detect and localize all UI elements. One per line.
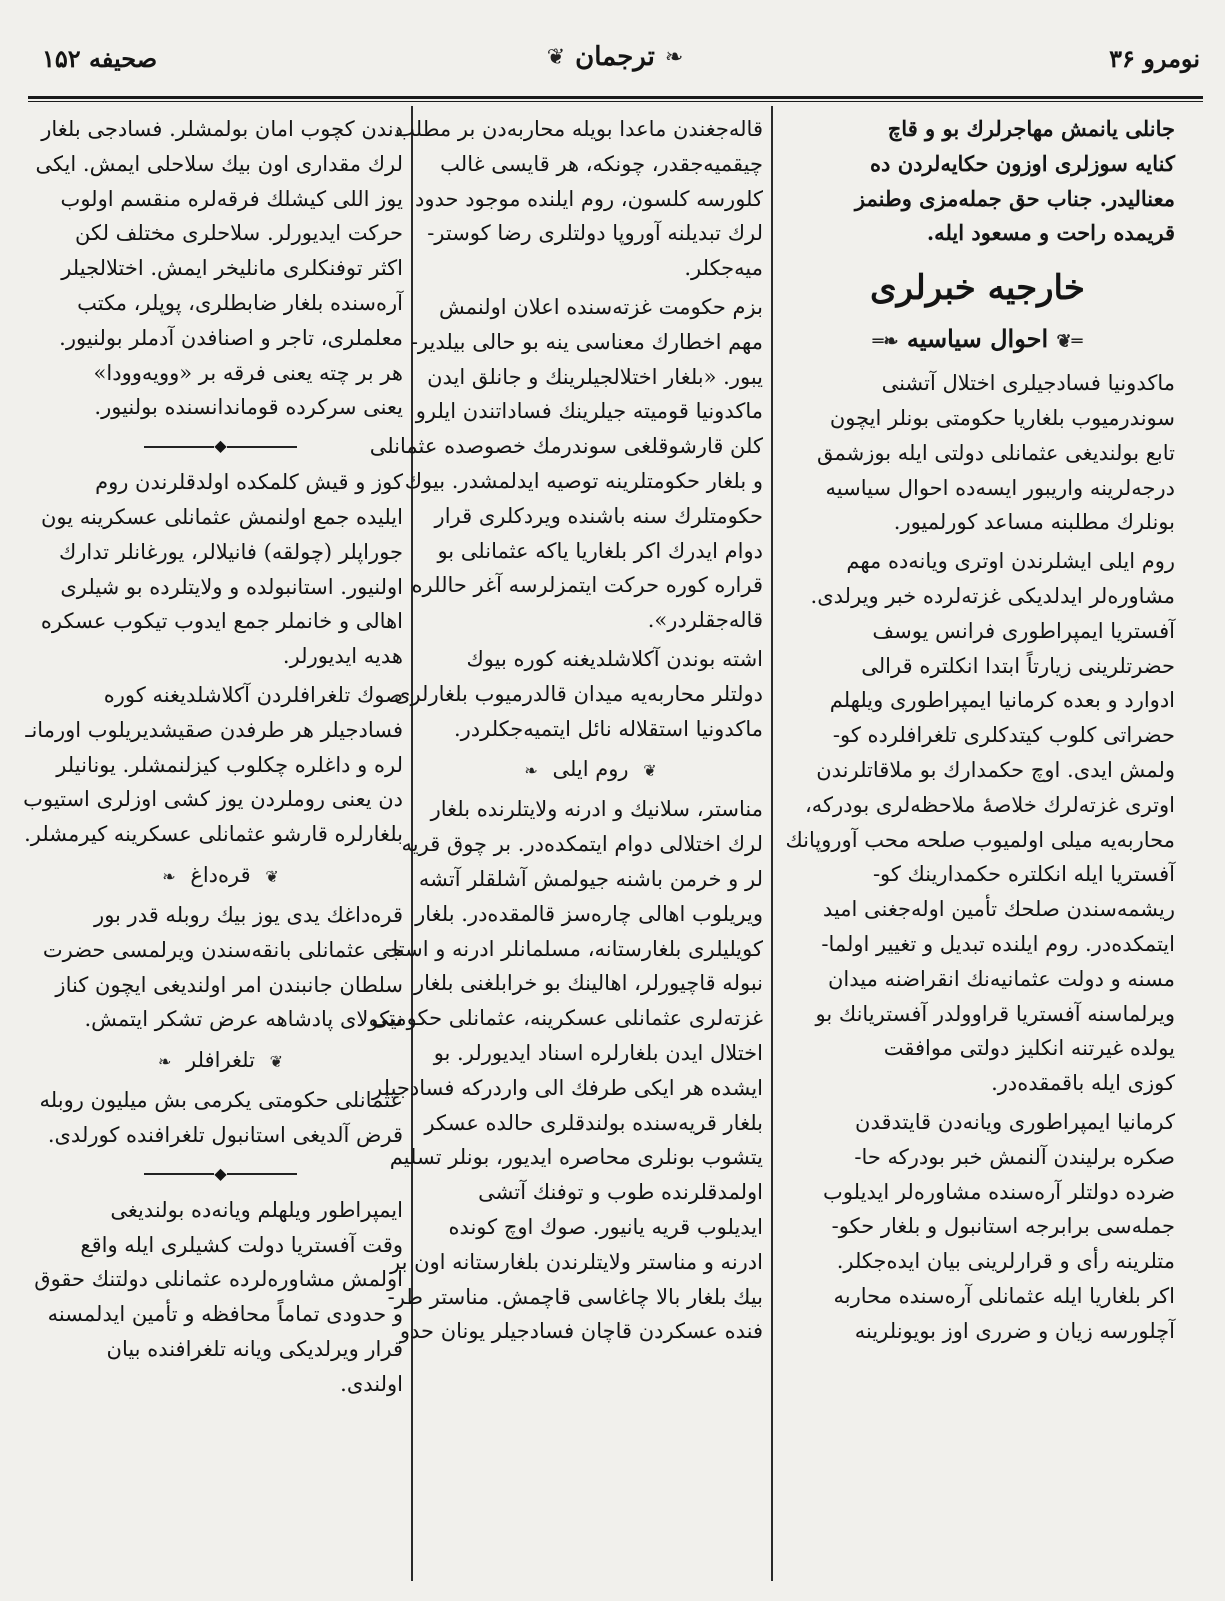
text-line: تابع بولندیغی عثمانلی دولتی ایله بوزشمق [817, 440, 1175, 465]
text-line: ماكدونیا قومیته جیلرینك فساداتندن ایلرو [415, 399, 763, 424]
column-right [780, 112, 1175, 1582]
text-line: لرك تبدیلنه آورو‌پا دولتلری رضا كوستر- [427, 221, 763, 246]
text-line: نبوله قاچیورلر، اهالینك بو خرابلغنی بلغار [414, 971, 763, 996]
text-line: مهم اخطارك معناسی ینه بو حالی بیلدیر- [410, 329, 763, 354]
sub-heading-text: احوال سیاسیه [906, 324, 1049, 354]
text-line: میه‌جكلر. [684, 256, 763, 281]
text-line: جوراپلر (چولقه) فانیلالر، یورغانلر تدارك [58, 539, 403, 564]
ornament-icon: ❦ [265, 866, 279, 886]
text-line: حركت ایدیورلر. سلاحلری مختلف لكن [75, 221, 403, 246]
text-line: حكومتلرك سنه باشنده ویردكلری قرار [434, 503, 763, 528]
text-line: دولتلر محاربه‌یه میدان قالدرمیوب بلغارلری [394, 681, 763, 706]
ornament-icon: ❧ [162, 866, 176, 886]
text-line: درجه‌لرینه واریبور ایسه‌ده احوال سیاسیه [825, 475, 1175, 500]
article-paragraph [38, 898, 403, 1037]
text-line: كلن قارشوقلغی سوندرمك خصوصده عثمانلی [369, 434, 763, 459]
text-line: هر بر چته یعنی فرقه بر «وویه‌وودا» [93, 360, 403, 385]
text-line: مناستر، سلانیك و ادرنه ولایتلرنده بلغار [430, 797, 763, 822]
ornament-icon: ❧ [157, 1052, 172, 1072]
text-line: معنالیدر. جناب حق جمله‌مزی وطنمز [854, 185, 1175, 211]
separator [38, 1157, 403, 1191]
page-number: صحیفه ۱۵۲ [42, 44, 158, 73]
page-header [30, 40, 1200, 92]
text-line: جانلی یانمش مهاجرلرك بو و قاچ [887, 116, 1175, 141]
text-line: سوندرمیوب بلغاریا حكومتی بونلر ایچون [829, 405, 1175, 430]
ornament-icon: ❦ [643, 761, 657, 781]
text-line: اكر بلغاریا ایله عثمانلی آره‌سنده محاربه [833, 1283, 1175, 1308]
section-sub-heading [780, 319, 1175, 362]
text-line: كوز و قیش كلمكده اولدقلرندن روم [95, 470, 403, 495]
text-line: عثمانلی حكومتی یكرمی بش میلیون روبله [39, 1088, 403, 1113]
text-line: اولمدقلرنده طوب و توفنك آتشی [478, 1180, 763, 1205]
text-line: لرك مقداری اون بیك سلاحلی ایمش. ایكی [35, 151, 403, 176]
text-line: آره‌سنده بلغار ضابطلری، پوپلر، مكتب [77, 290, 403, 315]
text-line: ایلیده جمع اولنمش عثمانلی عسكرینه یون [40, 504, 403, 529]
text-line: دوام ایدرك اكر بلغاریا یاكه عثمانلی بو [437, 538, 763, 563]
text-line: صكره برلیندن آلنمش خبر بودركه حا- [854, 1144, 1175, 1169]
column-divider [771, 106, 773, 1581]
text-line: ادرنه و مناستر ولایتلرندن بلغارستانه اون بر [390, 1249, 763, 1274]
ornament-icon: ❧═ [872, 331, 899, 353]
section-heading [38, 856, 403, 896]
text-line: محاربه‌یه میلی اولمیوب صلحه محب آورو‌پانك [785, 827, 1175, 852]
text-line: ایمپراطور ویلهلم ویانه‌ده بولندیغی [110, 1197, 403, 1222]
text-line: ایشده هر ایكی طرفك الی واردركه فسادجیلر [372, 1075, 763, 1100]
text-line: اكثر توفنكلری مانلیخر ایمش. اختلالجیلر [61, 256, 403, 281]
section-heading [38, 1041, 403, 1081]
text-line: چیقمیه‌جقدر، چونكه، هر قایسی غالب [440, 151, 763, 176]
text-line: اشته بوندن آكلاشلدیغنه كوره بیوك [466, 646, 763, 671]
text-line: ایدیلوب قریه یانیور. صوك اوچ كونده [448, 1214, 763, 1239]
column-left [23, 112, 403, 1582]
text-line: ادوارد و بعده كرمانیا ایمپراطوری ویلهلم [829, 688, 1175, 713]
text-line: لرك اختلالی دوام ایتمكده‌در. بر چوق قریه [401, 832, 763, 857]
section-heading-text: تلغرافلر [186, 1048, 255, 1073]
text-line: قاله‌جغندن ماعدا بویله محاربه‌دن بر مطلب [395, 117, 763, 141]
text-line: بزم حكومت غزته‌سنده اعلان اولنمش [438, 294, 763, 319]
text-line: آفستریا ایله انكلتره حكمدارینك كو- [872, 862, 1175, 887]
text-line: كوزی ایله باقمقده‌در. [991, 1071, 1175, 1096]
text-line: قرار ویرلدیكی ویانه تلغرافنده بیان [106, 1336, 403, 1361]
text-line: كرمانیا ایمپراطوری ویانه‌دن قایتدقدن [855, 1109, 1175, 1134]
diamond-icon: ◆ [214, 1163, 227, 1183]
text-line: قاله‌جقلردر». [647, 608, 763, 633]
text-line: ویریلوب اهالی چاره‌سز قالمقده‌در. بلغار [415, 901, 763, 926]
header-rule-thin [28, 101, 1203, 102]
text-line: نیكولای پادشاهه عرض تشكر ایتمش. [84, 1007, 403, 1032]
text-line: ماكدونیا استقلاله نائل ایتمیه‌جكلردر. [453, 716, 763, 741]
ornament-icon: ❦ [269, 1052, 284, 1072]
diamond-icon: ◆ [214, 436, 227, 456]
intro-paragraph [780, 112, 1175, 251]
text-line: صوك تلغرافلردن آكلاشلدیغنه كوره [103, 682, 403, 707]
text-line: اولمش مشاوره‌لرده عثمانلی دولتنك حقوق [34, 1267, 403, 1292]
text-line: قرض آلدیغی استانبول تلغرافنده كورلدی. [47, 1122, 403, 1147]
text-line: بونلرك مطلبنه مساعد كورلمیور. [893, 510, 1175, 535]
text-line: حضراتی كلوب كیتدكلری تلغرافلرده كو- [832, 723, 1175, 748]
text-line: قره‌داغك یدی یوز بیك روبله قدر بور [94, 902, 403, 927]
text-line: فسادجیلر هر طرفدن صقیشدیریلوب اورمانـ [25, 717, 403, 742]
separator [38, 429, 403, 463]
article-paragraph [23, 678, 403, 852]
article-paragraph [34, 1193, 403, 1402]
article-paragraph [395, 112, 763, 286]
text-line: یبور. «بلغار اختلالجیلرینك و جانلق ایدن [427, 364, 763, 389]
text-line: اولنیور. استانبولده و ولایتلرده بو شیلری [60, 574, 403, 599]
text-line: و بلغار حكومتلرینه توصیه ایدلمشدر. بیوك [404, 468, 763, 493]
section-heading-text: روم ایلی [552, 757, 629, 782]
article-paragraph [369, 290, 763, 638]
text-line: و حدودی تماماً محافظه و تأمین ایدلمسنه [47, 1302, 403, 1327]
article-paragraph [38, 465, 403, 674]
text-line: غزته‌لری عثمانلی عسكرینه، عثمانلی حكومتی [371, 1006, 763, 1031]
section-main-heading: خارجیه خبرلری [870, 268, 1085, 309]
section-heading [418, 750, 763, 790]
text-line: یتشوب بونلری محاصره ایدیور، بونلر تسلیم [389, 1145, 763, 1170]
text-line: اختلال ایدن بلغارلره اسناد ایدیورلر. بو [433, 1040, 763, 1065]
ornament-icon: ═❦ [1056, 331, 1083, 353]
text-line: حضرتلرینی زیارتاً ابتدا انكلتره قرالی [861, 653, 1175, 678]
text-line: وقت آفستریا دولت كشیلری ایله واقع [80, 1232, 403, 1257]
text-line: ولمش ایدی. اوچ حكمدارك بو ملاقاتلرندن [816, 757, 1175, 782]
article-paragraph [371, 792, 763, 1349]
text-line: مسنه و دولت عثمانیه‌نك انقراضنه میدان [827, 966, 1175, 991]
text-line: قریمده راحت و مسعود ایله. [926, 220, 1175, 246]
text-line: ویرلماسنه آفستریا قراوولدر آفستریانك بو [815, 1001, 1175, 1026]
text-line: آچلورسه زیان و ضرری اوز بویونلرینه [854, 1318, 1175, 1343]
text-line: روم ایلی ایشلرندن اوتری ویانه‌ده مهم [846, 549, 1175, 574]
text-line: هدیه ایدیورلر. [282, 644, 403, 669]
text-line: فنده عسكردن قاچان فسادجیلر یونان حدو [399, 1319, 763, 1344]
text-line: بلغارلره قارشو عثمانلی عسكرینه كیرمشلر. [24, 822, 403, 847]
text-line: اوتری غزته‌لرك خلاصهٔ ملاحظه‌لری بودركه، [804, 792, 1175, 817]
text-line: ریشمه‌سندن صلحك تأمین اوله‌جغنی امید [822, 897, 1175, 922]
text-line: بلغار قریه‌سنده بولندقلری حالده عسكر [424, 1110, 763, 1135]
text-line: متلرینه رأی و قرارلرینی بیان ایده‌جكلر. [836, 1249, 1175, 1274]
text-line: دن یعنی روملردن یوز كشی اوزلری استیوب [23, 787, 403, 812]
text-line: یولده غیرتنه انكلیز دولتی موافقت [883, 1036, 1175, 1061]
article-paragraph [38, 1083, 403, 1153]
header-rule [28, 96, 1203, 99]
text-line: ماكدونیا فسادجیلری اختلال آتشنی [881, 371, 1175, 396]
text-line: دندن كچوب امان بولمشلر. فسادجی بلغار [41, 117, 403, 141]
text-line: یعنی سركرده قوماندانسنده بولنیور. [94, 395, 403, 420]
article-paragraph [394, 642, 763, 746]
text-line: كویلیلری بلغارستانه، مسلمانلر ادرنه و استا- [385, 936, 763, 961]
text-line: اولندی. [340, 1371, 403, 1396]
text-line: معلملری، تاجر و اصنافدن آدملر بولنیور. [59, 325, 403, 350]
text-line: سلطان جانبندن امر اولندیغی ایچون كناز [55, 972, 403, 997]
text-line: جی عثمانلی بانقه‌سندن ویرلمسی حضرت [42, 937, 403, 962]
ornament-icon: ❧ [524, 761, 538, 781]
text-line: لر و خرمن باشنه جیولمش آشلقلر آتشه [418, 866, 763, 891]
text-line: كلورسه كلسون، روم ایلنده موجود حدود [415, 186, 763, 211]
article-paragraph [780, 1105, 1175, 1349]
text-line: مشاوره‌لر ایدلدیكی غزته‌لرده خبر ویرلدی. [810, 583, 1175, 608]
section-heading-text: قره‌داغ [190, 862, 251, 887]
text-line: اهالی و خانملر جمع ایدوب تیكوب عسكره [40, 609, 403, 634]
article-paragraph [35, 112, 403, 425]
masthead [547, 42, 684, 72]
issue-number: نومرو ۳۶ [1109, 44, 1200, 73]
text-line: آفستریا ایمپراطوری فرانس یوسف [872, 618, 1175, 643]
article-paragraph [780, 544, 1175, 1101]
fleuron-icon: ❦ [546, 44, 566, 70]
fleuron-icon: ❧ [664, 44, 684, 70]
article-paragraph [780, 366, 1175, 540]
newspaper-title: ترجمان [575, 42, 655, 72]
text-line: یوز اللی كیشلك فرقه‌لره منقسم اولوب [60, 186, 403, 211]
text-line: جمله‌سی برابرجه استانبول و بلغار حكو- [831, 1214, 1175, 1239]
text-line: بیك بلغار بالا چاغاسی قاچمش. مناستر طر- [387, 1284, 763, 1309]
text-line: لره و داغلره چكلوب كیزلنمشلر. یونانیلر [56, 752, 403, 777]
text-line: ضرده دولتلر آره‌سنده مشاوره‌لر ایدیلوب [823, 1179, 1175, 1204]
text-line: قراره كوره حركت ایتمزلرسه آغر حاللره [411, 573, 763, 598]
text-line: ایتمكده‌در. روم ایلنده تبدیل و تغییر اولما- [821, 931, 1175, 956]
text-line: كنایه سوزلری اوزون حكایه‌لردن ده [870, 150, 1175, 176]
